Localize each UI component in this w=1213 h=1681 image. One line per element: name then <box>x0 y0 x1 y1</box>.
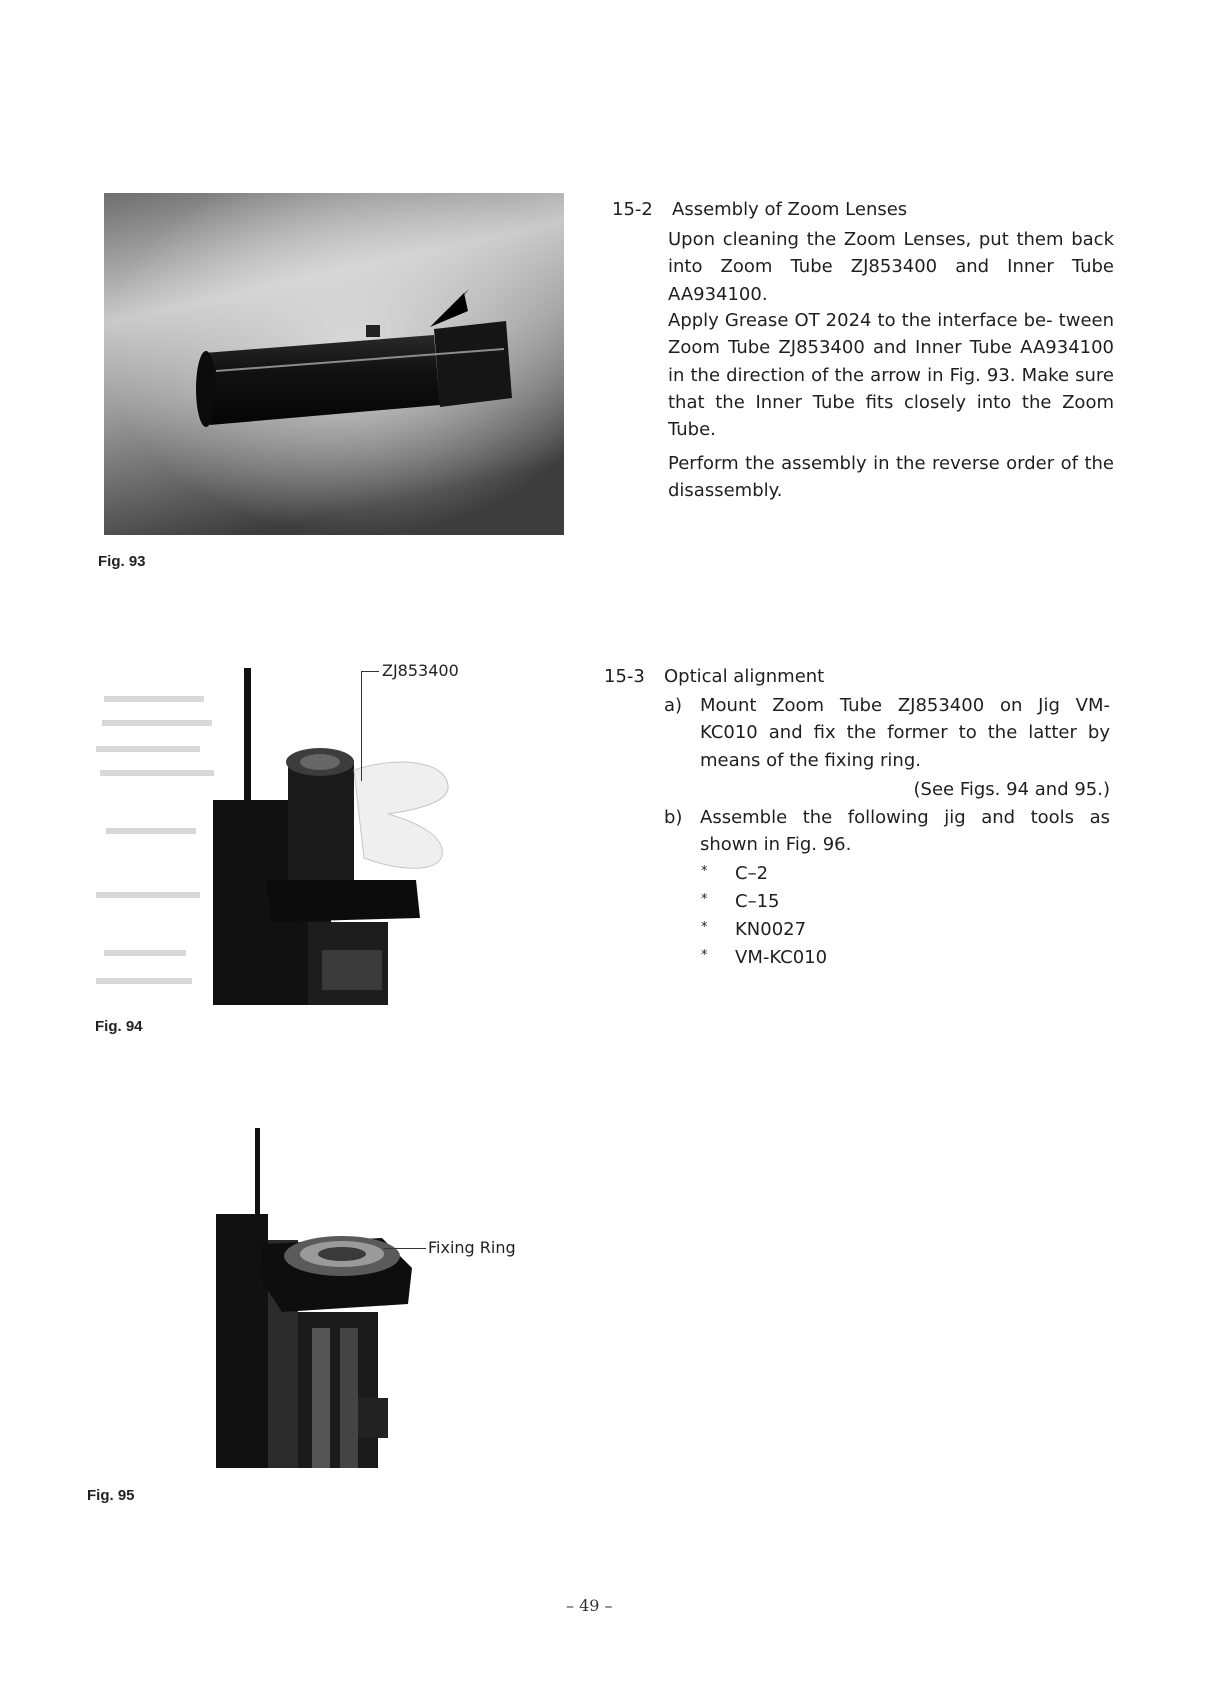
fig94-photo <box>96 660 456 1005</box>
item-a-label: a) <box>664 695 683 716</box>
page-number: – 49 – <box>566 1596 613 1615</box>
tool-name: VM-KC010 <box>735 947 828 968</box>
item-b-text: Assemble the following jig and tools as shown in Fig. 96. <box>700 807 1110 856</box>
section-15-2-paragraph-1: Upon cleaning the Zoom Lenses, put them back into Zoom Tube ZJ853400 and Inner Tube AA934100. <box>668 229 1114 305</box>
section-15-2-paragraph-3: Perform the assembly in the reverse order of the disassembly. <box>668 453 1114 502</box>
fig94-callout-label: ZJ853400 <box>382 661 459 680</box>
fig95-leader-line <box>384 1248 426 1249</box>
section-15-2-title: Assembly of Zoom Lenses <box>672 199 908 220</box>
tool-name: C–2 <box>735 863 769 884</box>
fig93-caption: Fig. 93 <box>98 553 146 570</box>
fig93-photo <box>104 193 564 535</box>
tool-name: C–15 <box>735 891 780 912</box>
fig94-leader-tick <box>361 671 379 672</box>
section-15-3-title: Optical alignment <box>664 666 825 687</box>
bullet-star-icon: * <box>701 892 708 907</box>
fig95-caption: Fig. 95 <box>87 1487 135 1504</box>
item-a-reference: (See Figs. 94 and 95.) <box>913 779 1110 800</box>
bullet-star-icon: * <box>701 920 708 935</box>
fig94-caption: Fig. 94 <box>95 1018 143 1035</box>
fig95-callout-label: Fixing Ring <box>428 1238 516 1257</box>
section-15-3-number: 15-3 <box>604 666 645 687</box>
bullet-star-icon: * <box>701 864 708 879</box>
bullet-star-icon: * <box>701 948 708 963</box>
fig94-leader-line <box>361 671 362 781</box>
fig95-photo <box>212 1128 427 1468</box>
item-b-label: b) <box>664 807 683 828</box>
item-a-text: Mount Zoom Tube ZJ853400 on Jig VM- KC010 and fix the former to the latter by means of the fixing ring. <box>700 695 1110 771</box>
section-15-2-number: 15-2 <box>612 199 653 220</box>
section-15-2-paragraph-2: Apply Grease OT 2024 to the interface be- tween Zoom Tube ZJ853400 and Inner Tube AA934100 in the direction of the arrow in Fig. 93. Make sure that the Inner Tube fits closely into the Zoom Tube. <box>668 310 1114 441</box>
tool-name: KN0027 <box>735 919 807 940</box>
